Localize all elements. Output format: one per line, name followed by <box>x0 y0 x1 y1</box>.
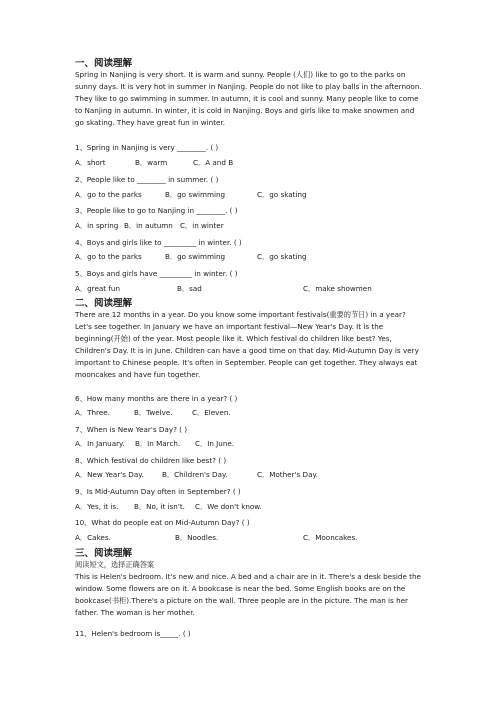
q9-option-b: B．No, it isn't. <box>134 502 185 511</box>
q8-option-c: C．Mother's Day. <box>257 470 319 479</box>
question-6: 6、How many months are there in a year? ( ) <box>75 394 238 403</box>
q1-option-a: A．short <box>75 158 106 167</box>
question-7: 7、When is New Year's Day? ( ) <box>75 425 188 434</box>
question-10: 10、What do people eat on Mid-Autumn Day? ( ) <box>75 518 250 527</box>
q7-option-c: C．In June. <box>195 439 235 448</box>
q7-option-b: B．In March. <box>135 439 181 448</box>
q3-option-c: C．in winter <box>180 221 224 230</box>
q4-option-b: B．go swimming <box>165 252 226 261</box>
q9-option-c: C．We don't know. <box>195 502 262 511</box>
q8-option-a: A．New Year's Day. <box>75 470 144 479</box>
q1-option-b: B．warm <box>135 158 168 167</box>
q6-option-a: A．Three. <box>75 408 110 417</box>
section-2-heading: 二、阅读理解 <box>75 298 133 309</box>
q10-option-a: A．Cakes. <box>75 533 111 542</box>
q3-option-a: A．in spring <box>75 221 119 230</box>
q5-option-b: B．sad <box>177 284 202 293</box>
q2-option-a: A．go to the parks <box>75 190 142 199</box>
q3-option-b: B．in autumn <box>124 221 173 230</box>
question-5: 5、Boys and girls have _________ in winter. ( ) <box>75 269 238 278</box>
q2-option-b: B．go swimming <box>165 190 226 199</box>
question-1: 1、Spring in Nanjing is very ________. ( ) <box>75 143 219 152</box>
question-11: 11、Helen's bedroom is_____. ( ) <box>75 629 191 638</box>
question-2: 2、People like to ________ in summer. ( ) <box>75 175 219 184</box>
q10-option-c: C．Mooncakes. <box>303 533 358 542</box>
question-9: 9、Is Mid-Autumn Day often in September? ( ) <box>75 487 241 496</box>
q8-option-b: B．Children's Day. <box>162 470 228 479</box>
q9-option-a: A．Yes, it is. <box>75 502 119 511</box>
section-1-heading: 一、阅读理解 <box>75 58 133 69</box>
q7-option-a: A．In January. <box>75 439 125 448</box>
q6-option-b: B．Twelve. <box>134 408 173 417</box>
q4-option-a: A．go to the parks <box>75 252 142 261</box>
question-3: 3、People like to go to Nanjing in ________. ( ) <box>75 206 238 215</box>
q2-option-c: C．go skating <box>257 190 307 199</box>
section-3-heading: 三、阅读理解 <box>75 548 133 559</box>
q5-option-a: A．great fun <box>75 284 121 293</box>
q4-option-c: C．go skating <box>257 252 307 261</box>
section-1-passage: Spring in Nanjing is very short. It is warm and sunny. People (人们) like to go to the parks on sunny days. It is very hot in summer in Nanjing. People do not like to play balls in the afternoon. They like to go swimming in summer. In autumn, it is cool and sunny. Many people like to come to Nanjing in autumn. In winter, it is cold in Nanjing. Boys and girls like to make snowmen and go skating. They have great fun in winter. <box>75 70 422 128</box>
q1-option-c: C．A and B <box>193 158 234 167</box>
section-3-instruction: 阅读短文，选择正确答案 <box>75 560 155 569</box>
section-3-passage: This is Helen's bedroom. It's new and nice. A bed and a chair are in it. There's a desk beside the window. Some flowers are on it. A bookcase is near the bed. Some English books are on the bookcase(书柜).There's a picture on the wall. Three people are in the picture. The man is her father. The woman is her mother. <box>75 572 421 618</box>
question-8: 8、Which festival do children like best? ( ) <box>75 456 227 465</box>
section-2-passage: There are 12 months in a year. Do you know some important festivals(重要的节日) in a year? Let's see together. In January we have an important festival—New Year's Day. It is the beginning(开始) of the year. Most people like it. Which festival do children like best? Yes, Children's Day. It is in June. Children can have a good time on that day. Mid-Autumn Day is very important to Chinese people. It's often in September. People can get together. They always eat mooncakes and have fun together. <box>75 310 419 380</box>
question-4: 4、Boys and girls like to _________ in winter. ( ) <box>75 238 242 247</box>
q5-option-c: C．make showmen <box>303 284 372 293</box>
q6-option-c: C．Eleven. <box>192 408 231 417</box>
q10-option-b: B．Noodles. <box>175 533 219 542</box>
